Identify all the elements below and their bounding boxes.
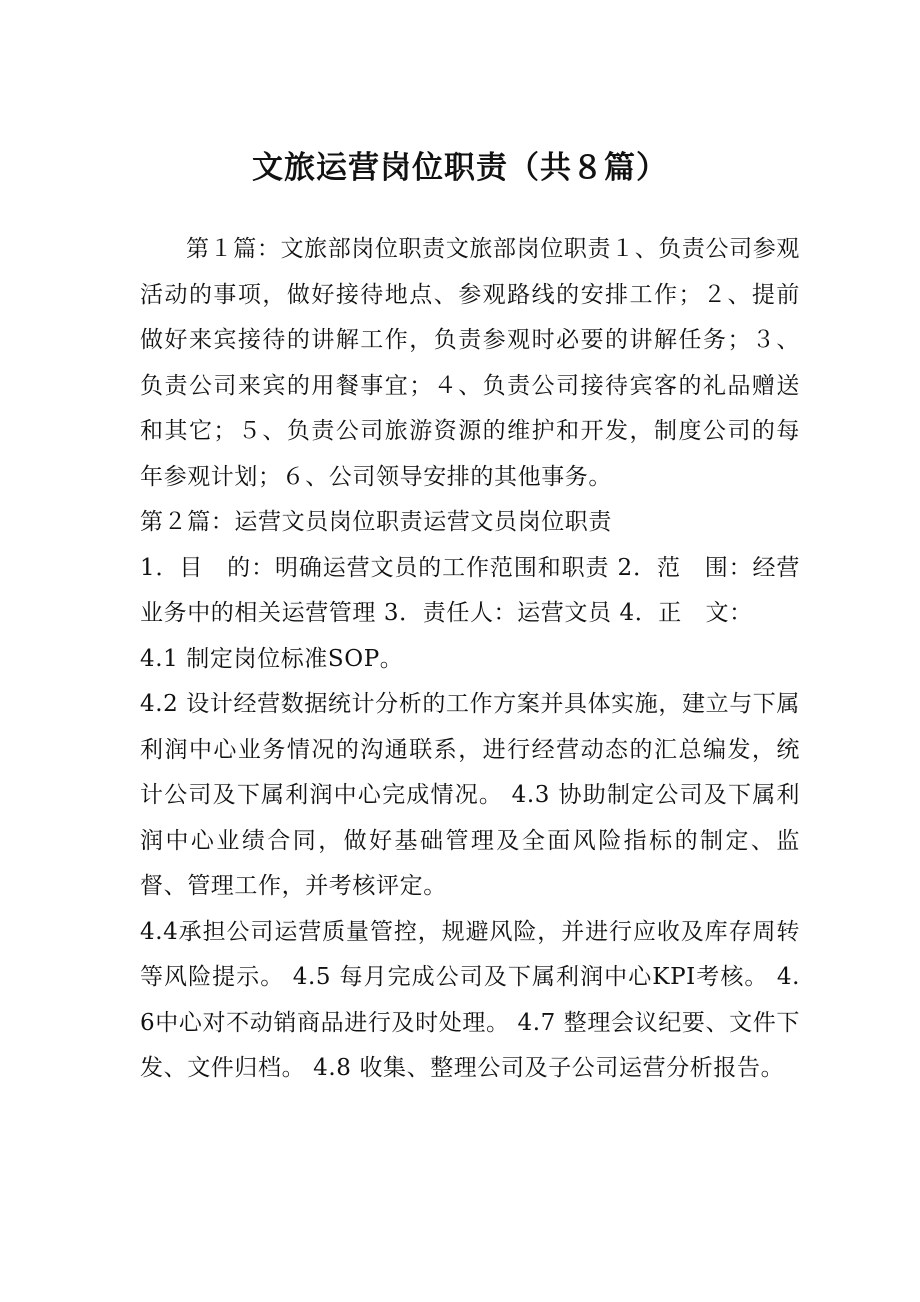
paragraph-part-1: 第１篇：文旅部岗位职责文旅部岗位职责１、负责公司参观活动的事项，做好接待地点、参观路线的安排工作；２、提前做好来宾接待的讲解工作，负责参观时必要的讲解任务；３、负责公司来宾的用餐事宜；４、负责公司接待宾客的礼品赠送和其它；５、负责公司旅游资源的维护和开发，制度公司的每年参观计划；６、公司领导安排的其他事务。 bbox=[140, 236, 800, 490]
paragraph-part-2-heading: 第２篇：运营文员岗位职责运营文员岗位职责 bbox=[140, 509, 612, 535]
document-title: 文旅运营岗位职责（共８篇） bbox=[252, 150, 668, 186]
paragraph-4-1: 4.1 制定岗位标准SOP。 bbox=[140, 645, 404, 672]
document-body bbox=[140, 227, 800, 1092]
paragraph-4-2: 4.2 设计经营数据统计分析的工作方案并具体实施，建立与下属利润中心业务情况的沟通联系，进行经营动态的汇总编发，统计公司及下属利润中心完成情况。 4.3 协助制定公司及下属利润中心业绩合同，做好基础管理及全面风险指标的制定、监督、管理工作，并考核评定。 bbox=[140, 691, 800, 899]
paragraph-4-4: 4.4承担公司运营质量管控，规避风险，并进行应收及库存周转等风险提示。 4.5 每月完成公司及下属利润中心KPI考核。 4.6中心对不动销商品进行及时处理。 4.7 整理会议纪要、文件下发、文件归档。 4.8 收集、整理公司及子公司运营分析报告。 bbox=[140, 918, 800, 1081]
paragraph-scope: 1．目 的：明确运营文员的工作范围和职责 2．范 围：经营业务中的相关运营管理 3．责任人：运营文员 4．正 文： bbox=[140, 554, 800, 626]
